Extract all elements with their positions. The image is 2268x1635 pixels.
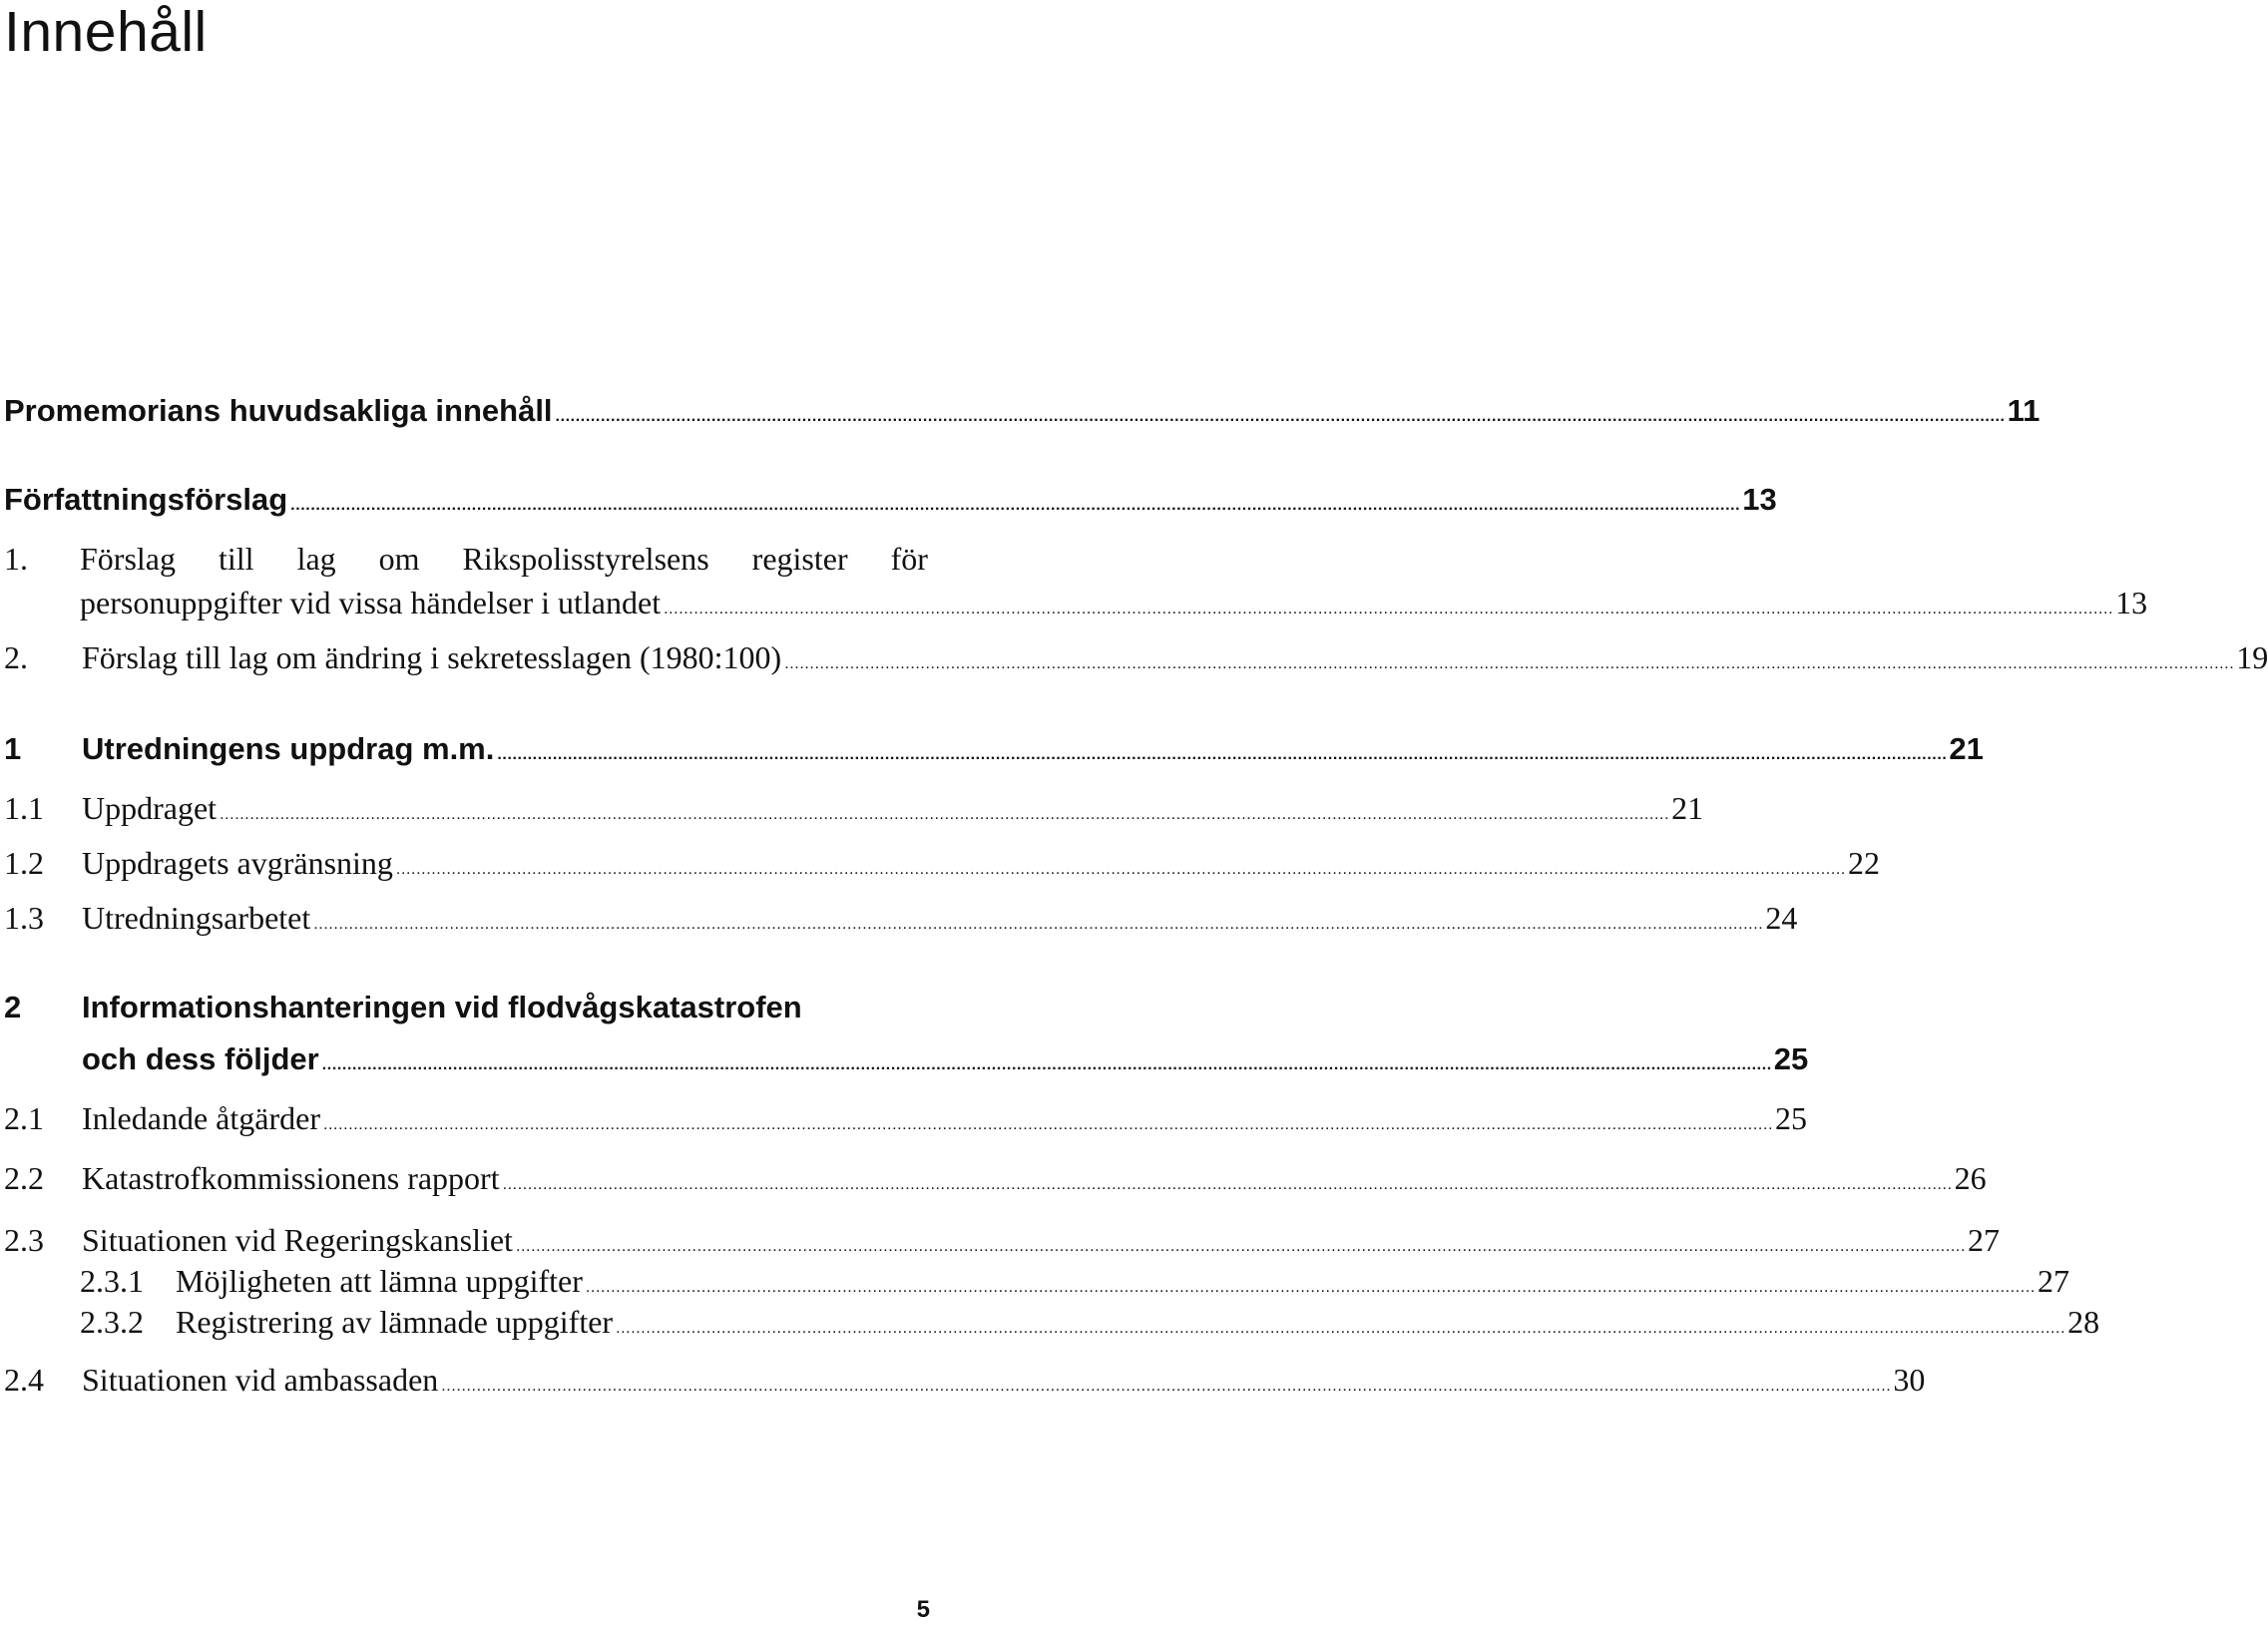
toc-entry-page: 27 xyxy=(2037,1263,2069,1299)
toc-leader-dots xyxy=(516,1238,1966,1256)
toc-leader-dots xyxy=(220,806,1669,824)
toc-entry-page: 30 xyxy=(1893,1362,1926,1398)
footer-page-number: 5 xyxy=(916,1596,930,1623)
toc-entry-number: 2.1 xyxy=(4,1100,44,1136)
toc-entry-number: 1.3 xyxy=(4,900,44,936)
toc-entry-title: Uppdraget xyxy=(82,790,218,826)
toc-leader-dots xyxy=(290,497,1740,515)
toc-leader-dots xyxy=(556,408,2006,426)
toc-entry-title: Katastrofkommissionens rapport xyxy=(82,1160,500,1196)
toc-entry-title-line-1: 2 Informationshanteringen vid flodvågskatastrofen xyxy=(4,990,802,1024)
toc-leader-dots xyxy=(322,1056,1772,1074)
toc-entry-title-line-2: personuppgifter vid vissa händelser i utlandet ..... 13 xyxy=(80,585,928,621)
toc-subsection-2-3-1[interactable] xyxy=(80,1263,2069,1300)
toc-leader-dots xyxy=(323,1116,1773,1134)
toc-entry-page: 13 xyxy=(2115,585,2148,620)
page-title: Innehåll xyxy=(4,0,208,64)
toc-leader-dots xyxy=(396,861,1846,879)
toc-entry-page: 25 xyxy=(1773,1041,1809,1076)
toc-leader-dots xyxy=(784,655,2234,673)
toc-section-2-1[interactable] xyxy=(4,1100,1808,1137)
toc-entry-promemoria[interactable] xyxy=(4,393,2041,429)
toc-entry-title: Utredningens uppdrag m.m. xyxy=(82,731,495,766)
toc-entry-page: 11 xyxy=(2007,393,2041,428)
toc-entry-number: 1.1 xyxy=(4,790,44,826)
toc-entry-title: Författningsförslag xyxy=(4,482,288,517)
toc-entry-title: Registrering av lämnade uppgifter xyxy=(176,1304,614,1340)
toc-entry-title: Möjligheten att lämna uppgifter xyxy=(176,1263,583,1299)
toc-leader-dots xyxy=(616,1320,2065,1338)
toc-entry-number: 1 xyxy=(4,731,22,766)
toc-entry-title-line-1: Förslag till lag om Rikspolisstyrelsens register för xyxy=(80,541,928,577)
toc-entry-page: 21 xyxy=(1671,790,1704,826)
toc-entry-number: 2.2 xyxy=(4,1160,44,1196)
toc-entry-page: 21 xyxy=(1949,731,1984,766)
toc-entry-page: 19 xyxy=(2236,639,2268,675)
toc-entry-number: 1.2 xyxy=(4,845,44,881)
toc-leader-dots xyxy=(313,916,1763,934)
toc-section-2-2[interactable] xyxy=(4,1160,1987,1197)
toc-subsection-2-3-2[interactable] xyxy=(80,1304,2100,1341)
toc-section-1-2[interactable] xyxy=(4,845,1880,882)
toc-section-2-4[interactable] xyxy=(4,1362,1926,1399)
toc-entry-number: 2. xyxy=(4,639,28,675)
toc-entry-title: Promemorians huvudsakliga innehåll xyxy=(4,393,553,428)
toc-leader-dots xyxy=(586,1279,2036,1297)
toc-entry-page: 26 xyxy=(1954,1160,1987,1196)
toc-leader-dots xyxy=(503,1176,1953,1194)
toc-section-1-3[interactable] xyxy=(4,900,1798,937)
toc-leader-dots xyxy=(497,746,1947,764)
toc-entry-forfattningsforslag[interactable] xyxy=(4,482,1777,518)
toc-entry-number: 2 xyxy=(4,990,22,1024)
toc-entry-title: Utredningsarbetet xyxy=(82,900,311,936)
toc-entry-number: 2.3.1 xyxy=(80,1263,144,1299)
toc-entry-title: Situationen vid Regeringskansliet xyxy=(82,1222,513,1258)
toc-entry-page: 22 xyxy=(1847,845,1880,881)
toc-entry-number: 1. xyxy=(4,541,28,577)
toc-entry-title: Förslag till lag om ändring i sekretesslagen (1980:100) xyxy=(82,639,782,675)
toc-entry-title: Uppdragets avgränsning xyxy=(82,845,393,881)
toc-entry-title: Inledande åtgärder xyxy=(82,1100,320,1136)
toc-entry-page: 27 xyxy=(1968,1222,2000,1258)
toc-entry-forslag-2[interactable] xyxy=(4,639,2268,676)
toc-entry-title-line-2: och dess följder ..... 25 xyxy=(82,1041,928,1077)
toc-entry-number: 2.3.2 xyxy=(80,1304,144,1340)
toc-entry-page: 25 xyxy=(1775,1100,1808,1136)
toc-chapter-1[interactable] xyxy=(4,731,1984,767)
toc-leader-dots xyxy=(441,1378,1891,1396)
toc-section-1-1[interactable] xyxy=(4,790,1704,827)
toc-leader-dots xyxy=(664,601,2113,618)
toc-section-2-3[interactable] xyxy=(4,1222,2000,1259)
toc-entry-number: 2.3 xyxy=(4,1222,44,1258)
toc-entry-page: 13 xyxy=(1742,482,1777,517)
toc-entry-title: Situationen vid ambassaden xyxy=(82,1362,439,1398)
toc-entry-page: 24 xyxy=(1765,900,1798,936)
toc-entry-number: 2.4 xyxy=(4,1362,44,1398)
toc-entry-page: 28 xyxy=(2067,1304,2100,1340)
